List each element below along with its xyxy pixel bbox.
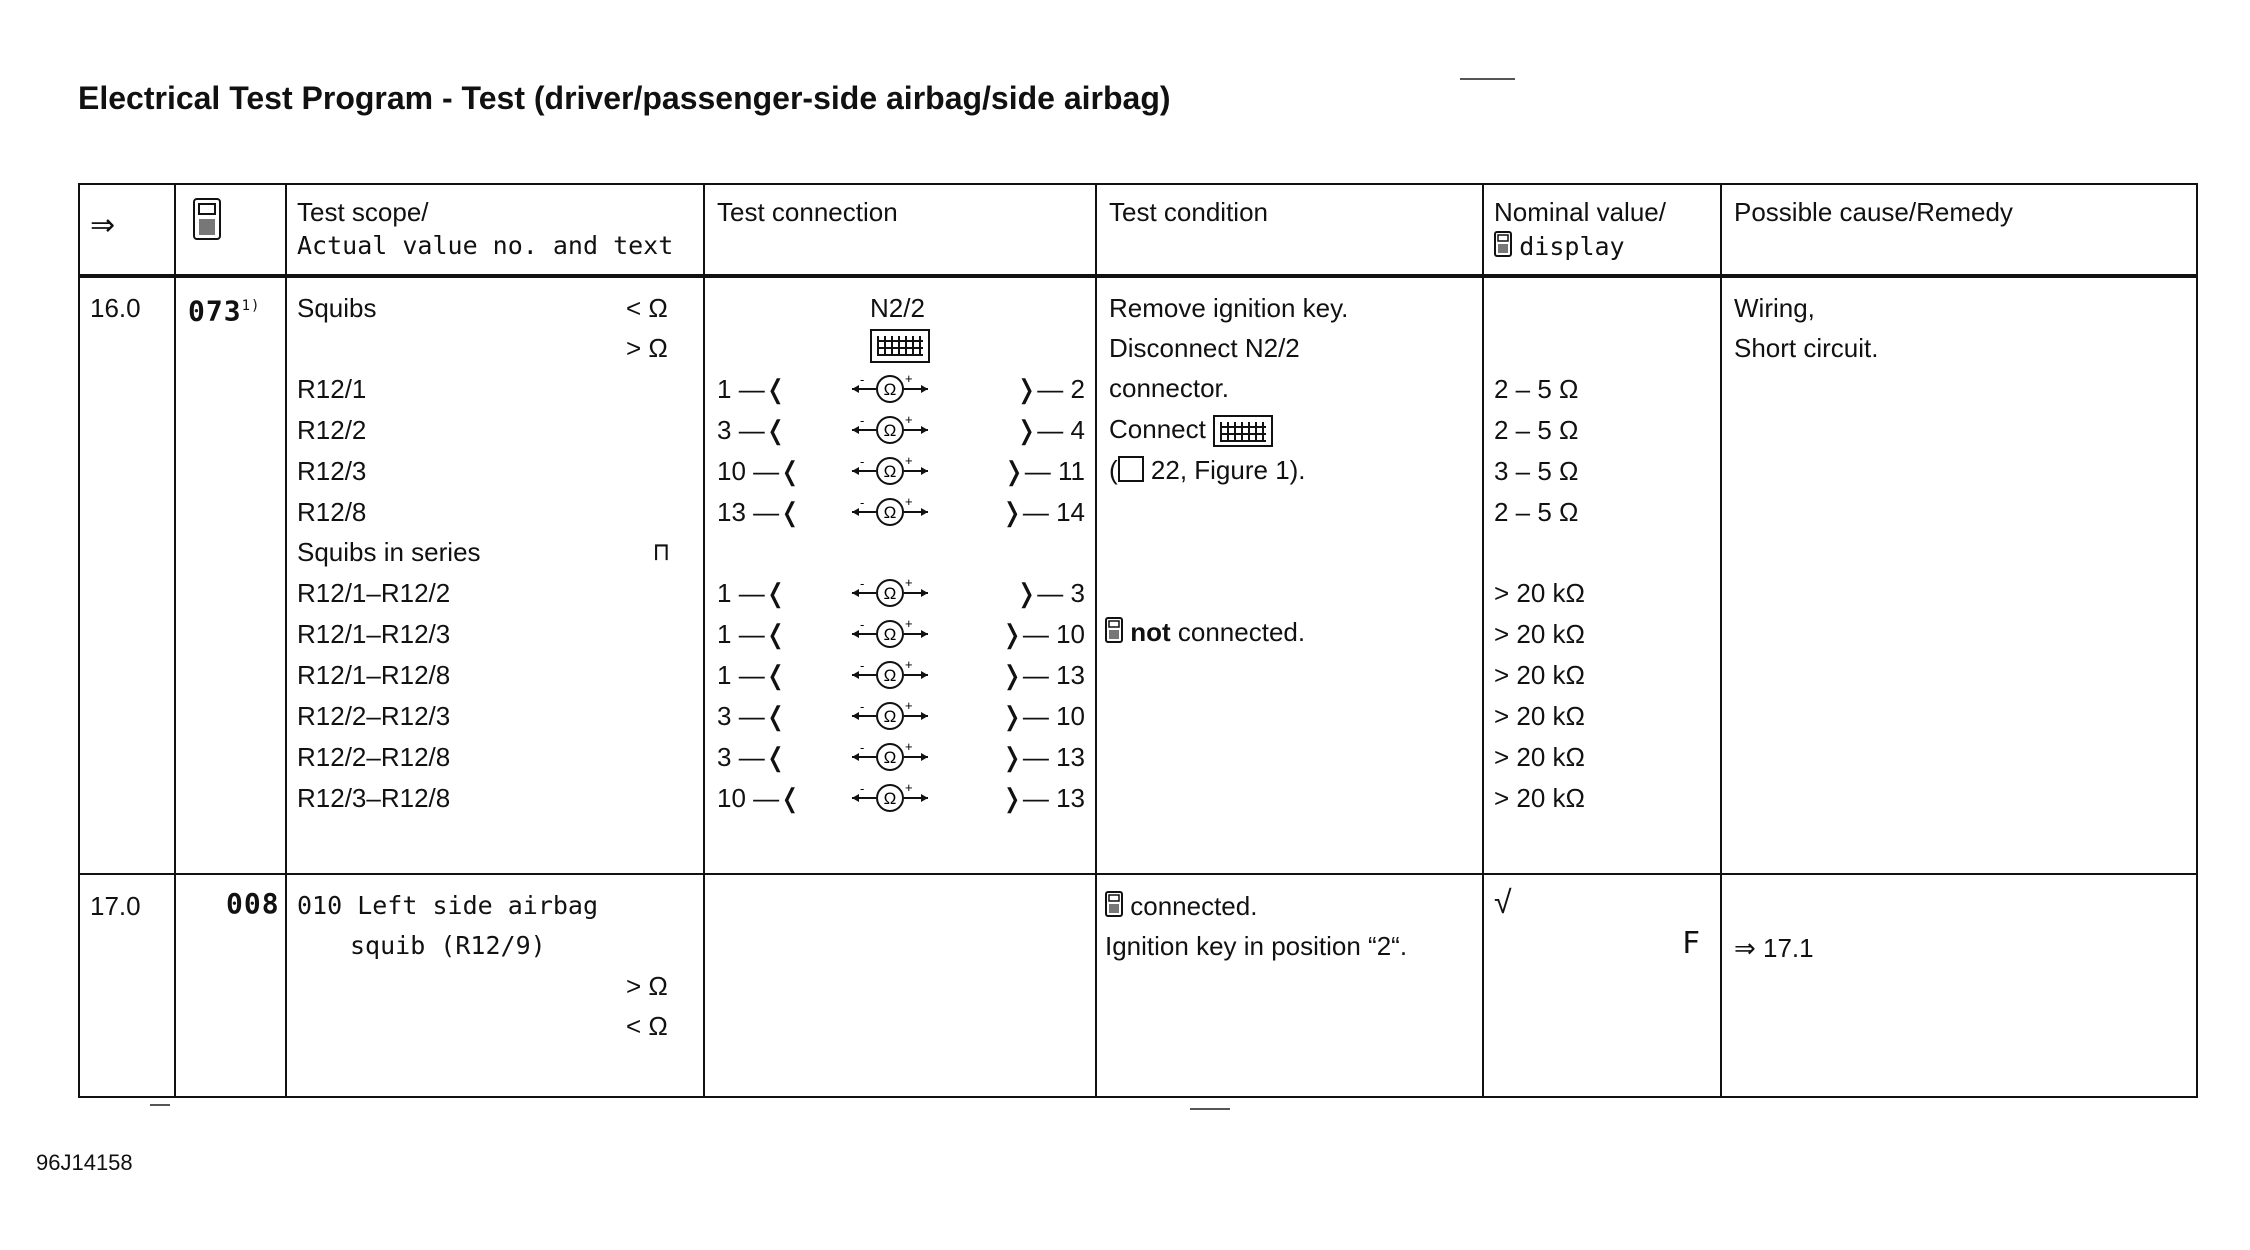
svg-text:+: + — [905, 576, 913, 590]
book-icon — [1118, 456, 1144, 482]
svg-text:-: - — [860, 740, 865, 755]
nominal-value: > 20 kΩ — [1494, 783, 1585, 813]
header-condition: Test condition — [1109, 197, 1268, 227]
condition-line: connector. — [1109, 373, 1229, 403]
tester-icon — [192, 197, 222, 249]
ohmmeter-icon — [850, 413, 930, 447]
header-nominal-line2-wrap — [1494, 229, 1625, 265]
lt-ohm: < Ω — [626, 1011, 668, 1041]
scan-mark — [150, 1104, 170, 1106]
header-scope-line1: Test scope/ — [297, 197, 429, 227]
ohmmeter — [850, 413, 930, 455]
cause-line: Wiring, — [1734, 293, 1815, 323]
pin-left: 1 —❬ — [717, 578, 787, 608]
svg-text:Ω: Ω — [883, 503, 897, 522]
svg-text:Ω: Ω — [883, 584, 897, 603]
actual-value-number: 008 — [226, 887, 280, 920]
pin-left: 1 —❬ — [717, 660, 787, 690]
col-divider — [703, 185, 705, 1096]
pin-right: ❭— 13 — [1001, 783, 1085, 813]
check-mark: √ — [1494, 884, 1512, 920]
lt-ohm: < Ω — [626, 293, 668, 323]
page-title: Electrical Test Program - Test (driver/passenger-side airbag/side airbag) — [78, 80, 1171, 116]
pin-left: 13 —❬ — [717, 497, 801, 527]
scan-mark — [1190, 1108, 1230, 1110]
condition-line: Ignition key in position “2“. — [1105, 931, 1408, 961]
ohmmeter-icon — [850, 617, 930, 651]
scope-item: R12/3–R12/8 — [297, 783, 451, 813]
connector-label: N2/2 — [870, 293, 925, 323]
display-value: F — [1682, 926, 1701, 961]
pin-left: 10 —❬ — [717, 456, 801, 486]
nominal-value: 3 – 5 Ω — [1494, 456, 1579, 486]
scope-item: R12/8 — [297, 497, 367, 527]
cause-line: Short circuit. — [1734, 333, 1879, 363]
header-arrow: ⇒ — [90, 209, 116, 242]
pin-right: ❭— 10 — [1001, 619, 1085, 649]
svg-text:+: + — [905, 372, 913, 386]
scope-line: squib (R12/9) — [350, 931, 546, 960]
svg-text:Ω: Ω — [883, 421, 897, 440]
pin-left: 3 —❬ — [717, 742, 787, 772]
svg-text:+: + — [905, 413, 913, 427]
col-divider — [1720, 185, 1722, 1096]
actual-value-number: 073$^{1)}$ — [188, 294, 261, 328]
svg-text:Ω: Ω — [883, 625, 897, 644]
ohmmeter — [850, 372, 930, 414]
condition-reference: ( 22, Figure 1). — [1109, 455, 1306, 485]
scope-line: 010 Left side airbag — [297, 891, 599, 920]
pin-right: ❭— 2 — [1015, 374, 1085, 404]
ohmmeter-icon — [850, 658, 930, 692]
scope-item: R12/2–R12/8 — [297, 742, 451, 772]
scope-item: R12/1–R12/3 — [297, 619, 451, 649]
condition-connected: connected. — [1105, 889, 1257, 925]
svg-text:Ω: Ω — [883, 462, 897, 481]
ohmmeter — [850, 454, 930, 496]
pin-right: ❭— 10 — [1001, 701, 1085, 731]
scope-item: R12/1–R12/2 — [297, 578, 451, 608]
svg-text:+: + — [905, 658, 913, 672]
svg-text:Ω: Ω — [883, 666, 897, 685]
pin-left: 1 —❬ — [717, 619, 787, 649]
pin-right: ❭— 13 — [1001, 742, 1085, 772]
condition-not-connected: not connected. — [1105, 615, 1305, 651]
step-number: 17.0 — [90, 891, 141, 921]
series-label: Squibs in series — [297, 537, 481, 567]
ohmmeter — [850, 495, 930, 537]
series-mark: ⊓ — [654, 537, 670, 566]
ohmmeter — [850, 658, 930, 700]
pin-right: ❭— 4 — [1015, 415, 1085, 445]
ohmmeter-icon — [850, 372, 930, 406]
condition-line: Disconnect N2/2 — [1109, 333, 1300, 363]
scope-item: R12/2–R12/3 — [297, 701, 451, 731]
row-divider — [80, 873, 2196, 875]
ohmmeter — [850, 781, 930, 823]
pin-right: ❭— 11 — [1002, 456, 1085, 486]
header-cause: Possible cause/Remedy — [1734, 197, 2013, 227]
nominal-value: > 20 kΩ — [1494, 742, 1585, 772]
svg-text:Ω: Ω — [883, 380, 897, 399]
col-divider — [1095, 185, 1097, 1096]
nominal-value: > 20 kΩ — [1494, 701, 1585, 731]
svg-text:+: + — [905, 781, 913, 795]
ohmmeter — [850, 617, 930, 659]
header-divider — [80, 274, 2196, 278]
nominal-value: 2 – 5 Ω — [1494, 415, 1579, 445]
ohmmeter-icon — [850, 699, 930, 733]
scope-item: R12/3 — [297, 456, 367, 486]
ohmmeter-icon — [850, 495, 930, 529]
svg-text:-: - — [860, 658, 865, 673]
svg-text:+: + — [905, 699, 913, 713]
scope-item: R12/2 — [297, 415, 367, 445]
ohmmeter — [850, 576, 930, 618]
svg-text:-: - — [860, 576, 865, 591]
pin-right: ❭— 13 — [1001, 660, 1085, 690]
test-table — [78, 183, 2198, 1098]
col-divider — [1482, 185, 1484, 1096]
tester-icon — [1105, 617, 1123, 651]
connector-icon — [1213, 415, 1273, 447]
ohmmeter-icon — [850, 454, 930, 488]
svg-text:-: - — [860, 454, 865, 469]
svg-text:-: - — [860, 372, 865, 387]
gt-ohm: > Ω — [626, 971, 668, 1001]
svg-text:+: + — [905, 495, 913, 509]
svg-text:+: + — [905, 740, 913, 754]
pin-right: ❭— 14 — [1001, 497, 1085, 527]
svg-text:Ω: Ω — [883, 789, 897, 808]
svg-text:Ω: Ω — [883, 748, 897, 767]
ohmmeter-icon — [850, 781, 930, 815]
condition-line: Remove ignition key. — [1109, 293, 1349, 323]
nominal-value: 2 – 5 Ω — [1494, 497, 1579, 527]
pin-right: ❭— 3 — [1015, 578, 1085, 608]
col-divider — [174, 185, 176, 1096]
tester-icon — [1105, 891, 1123, 925]
pin-left: 3 —❬ — [717, 701, 787, 731]
ohmmeter-icon — [850, 740, 930, 774]
ohmmeter — [850, 699, 930, 741]
svg-text:+: + — [905, 454, 913, 468]
gt-ohm: > Ω — [626, 333, 668, 363]
svg-text:-: - — [860, 699, 865, 714]
nominal-value: > 20 kΩ — [1494, 578, 1585, 608]
scope-title: Squibs — [297, 293, 377, 323]
svg-text:+: + — [905, 617, 913, 631]
svg-text:Ω: Ω — [883, 707, 897, 726]
figure-code: 96J14158 — [36, 1150, 133, 1175]
nominal-value: > 20 kΩ — [1494, 619, 1585, 649]
connector-icon — [870, 327, 930, 363]
pin-left: 3 —❬ — [717, 415, 787, 445]
header-connection: Test connection — [717, 197, 898, 227]
scope-item: R12/1–R12/8 — [297, 660, 451, 690]
pin-left: 1 —❬ — [717, 374, 787, 404]
svg-text:-: - — [860, 781, 865, 796]
nominal-value: 2 – 5 Ω — [1494, 374, 1579, 404]
step-number: 16.0 — [90, 293, 141, 323]
ohmmeter-icon — [850, 576, 930, 610]
scan-mark — [1460, 78, 1515, 80]
col-divider — [285, 185, 287, 1096]
nominal-value: > 20 kΩ — [1494, 660, 1585, 690]
svg-text:-: - — [860, 617, 865, 632]
header-nominal-line1: Nominal value/ — [1494, 197, 1666, 227]
cause-reference: ⇒ 17.1 — [1734, 933, 1814, 963]
scope-item: R12/1 — [297, 374, 367, 404]
svg-text:-: - — [860, 495, 865, 510]
condition-connect: Connect — [1109, 412, 1273, 447]
ohmmeter — [850, 740, 930, 782]
header-scope-line2: Actual value no. and text — [297, 231, 674, 260]
header-nominal-line2: display — [1519, 232, 1625, 261]
pin-left: 10 —❬ — [717, 783, 801, 813]
tester-icon — [1494, 231, 1512, 265]
svg-text:-: - — [860, 413, 865, 428]
